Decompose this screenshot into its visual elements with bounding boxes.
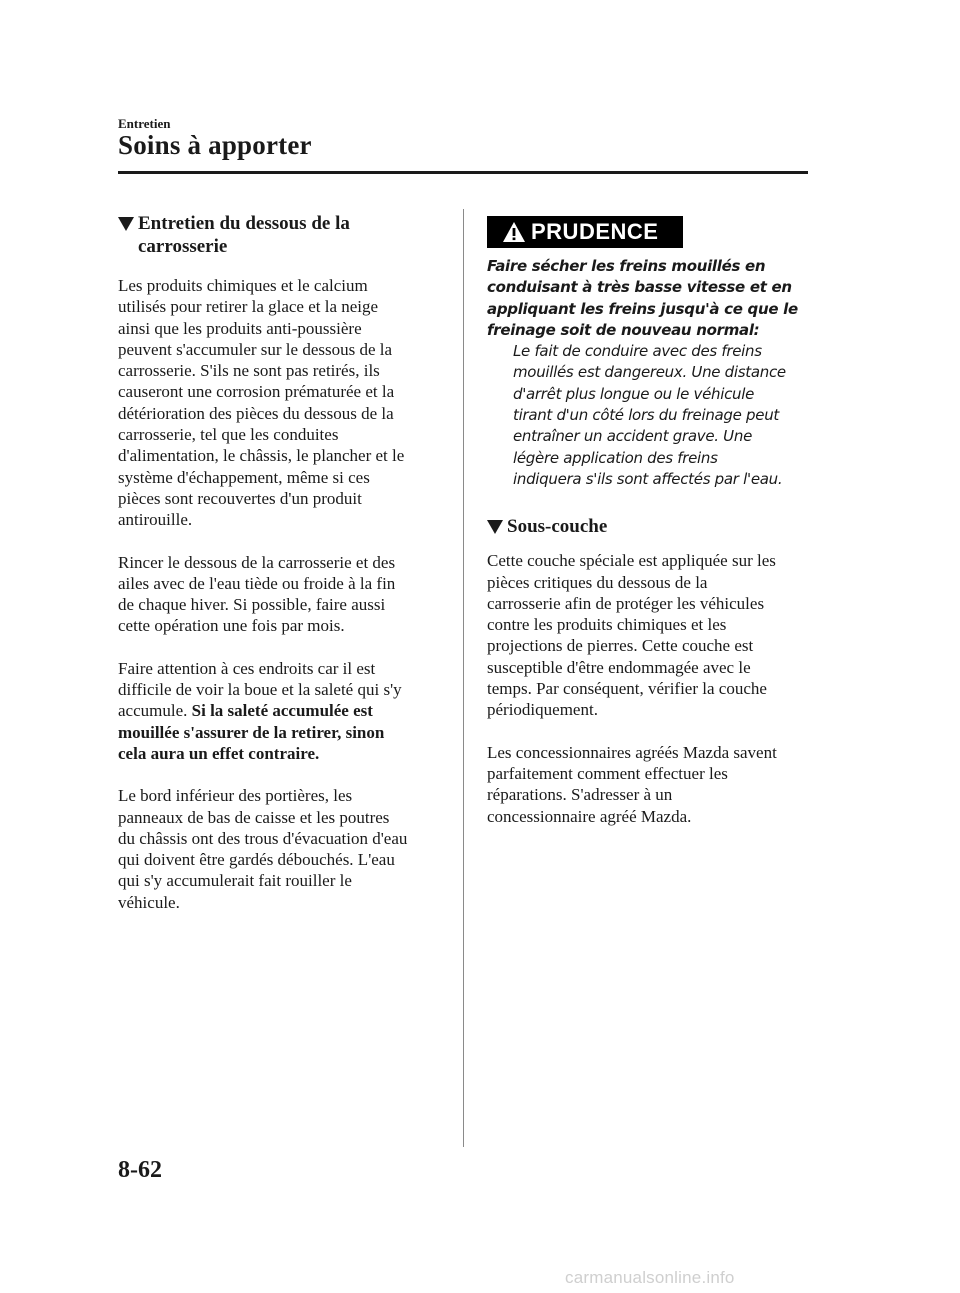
caution-badge [487, 216, 683, 248]
undercoat-heading-text: Sous-couche [507, 516, 608, 538]
page-number: 8-62 [118, 1157, 162, 1183]
caution-body: Le fait de conduire avec des freins mouillés est dangereux. Une distance d'arrêt plus longue ou le véhicule tirant d'un côté lors du freinage peut entraîner un accident grave. Une légère application des freins indiquera s'ils sont affectés par l'eau. [513, 342, 786, 488]
paragraph-attention [118, 658, 448, 764]
page-title: Soins à apporter [118, 130, 312, 160]
watermark: carmanualsonline.info [565, 1268, 735, 1287]
caution-label: PRUDENCE [531, 219, 659, 244]
left-column [118, 212, 448, 913]
paragraph-attention-bold: Si la saleté accumulée est mouillée s'assurer de la retirer, sinon cela aura un effet contraire. [118, 701, 385, 763]
triangle-bullet-icon [118, 217, 134, 231]
paragraph-undercoat: Cette couche spéciale est appliquée sur les pièces critiques du dessous de la carrosserie afin de protéger les véhicules contre les produits chimiques et les projections de pierres. Cette couche est susceptible d'être endommagée avec le temps. Par conséquent, vérifier la couche périodiquement. [487, 551, 776, 720]
undercoat-heading [487, 515, 812, 538]
underbody-heading-line1: Entretien du dessous de la [138, 213, 350, 234]
paragraph-attention-normal: Faire attention à ces endroits car il est difficile de voir la boue et la saleté qui s'y accumule. [118, 658, 402, 721]
column-divider [463, 209, 464, 1147]
header-rule [118, 171, 808, 174]
right-column [487, 216, 812, 827]
warning-icon [497, 216, 531, 248]
caution-lead: Faire sécher les freins mouillés en conduisant à très basse vitesse et en appliquant les freins jusqu'à ce que le freinage soit de nouveau normal: [487, 257, 798, 339]
paragraph-dealers: Les concessionnaires agréés Mazda savent parfaitement comment effectuer les réparations. S'adresser à un concessionnaire agréé Mazda. [487, 742, 777, 826]
section-label: Entretien [118, 116, 171, 131]
underbody-heading-line2: carrosserie [138, 236, 228, 257]
triangle-bullet-icon [487, 520, 503, 534]
underbody-heading [118, 212, 448, 258]
paragraph-chemicals: Les produits chimiques et le calcium utilisés pour retirer la glace et la neige ainsi que les produits anti-poussière peuvent s'accumuler sur le dessous de la carrosserie. S'ils ne sont pas retirés, ils causeront une corrosion prématurée et la détérioration des pièces du dessous de la carrosserie, tel que les conduites d'alimentation, le châssis, le plancher et le système d'échappement, même si ces pièces sont recouvertes d'un produit antirouille. [118, 276, 405, 530]
paragraph-rinse: Rincer le dessous de la carrosserie et des ailes avec de l'eau tiède ou froide à la fin de chaque hiver. Si possible, faire aussi cette opération une fois par mois. [118, 552, 396, 636]
paragraph-drain-holes: Le bord inférieur des portières, les panneaux de bas de caisse et les poutres du châssis ont des trous d'évacuation d'eau qui doivent être gardés débouchés. L'eau qui s'y accumulerait fait rouiller le véhicule. [118, 786, 408, 912]
